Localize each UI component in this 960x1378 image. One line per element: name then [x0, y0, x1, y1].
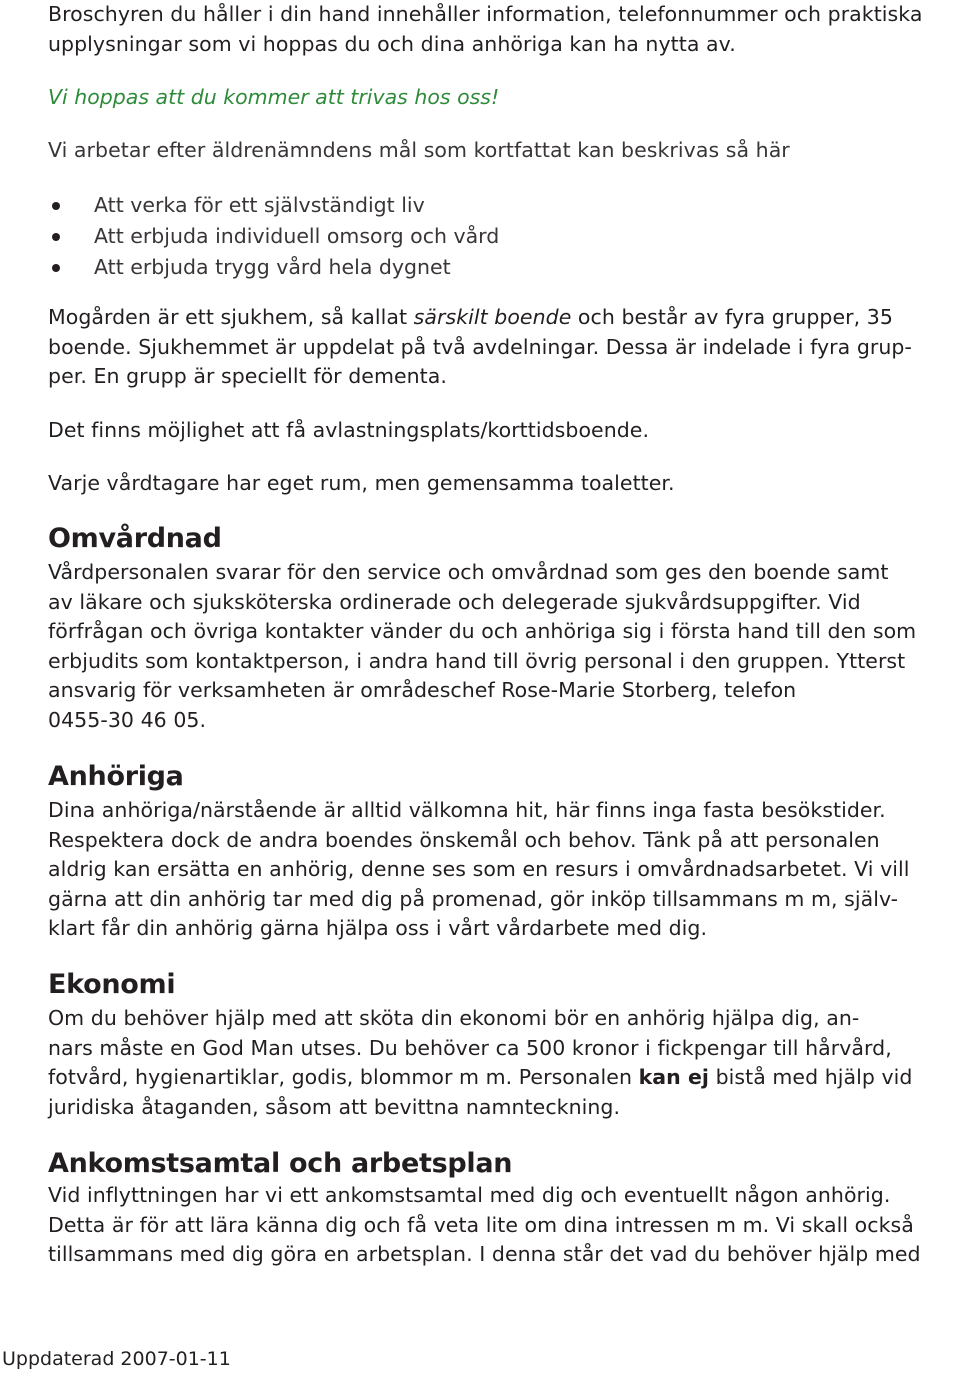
goal-item: [48, 221, 499, 252]
mogarden-paragraph: [48, 303, 958, 392]
mogarden-emphasis: särskilt boende: [413, 305, 572, 329]
bullet-icon: [52, 264, 60, 272]
goal-text: Att erbjuda individuell omsorg och vård: [94, 224, 500, 248]
ekonomi-heading: Ekonomi: [48, 969, 176, 1000]
ekonomi-paragraph: [48, 1004, 958, 1122]
ekonomi-text: bistå med hjälp vid: [709, 1065, 913, 1089]
ankomst-line: Vid inflyttningen har vi ett ankomstsamtal med dig och eventuellt någon anhörig.: [48, 1183, 891, 1207]
mogarden-text: och består av fyra grupper, 35: [571, 305, 893, 329]
intro-line: upplysningar som vi hoppas du och dina anhöriga kan ha nytta av.: [48, 31, 736, 56]
bullet-icon: [52, 202, 60, 210]
welcome-message: Vi hoppas att du kommer att trivas hos oss!: [48, 85, 500, 109]
ankomst-line: Detta är för att lära känna dig och få veta lite om dina intressen m m. Vi skall också: [48, 1212, 914, 1237]
omvardnad-paragraph: [48, 558, 958, 735]
intro-line: Broschyren du håller i din hand innehåller information, telefonnummer och praktiska: [48, 2, 923, 26]
ankomst-heading: Ankomstsamtal och arbetsplan: [48, 1148, 513, 1179]
rum-paragraph: Varje vårdtagare har eget rum, men gemensamma toaletter.: [48, 471, 675, 495]
anhoriga-line: Dina anhöriga/närstående är alltid välkomna hit, här finns inga fasta besökstider.: [48, 798, 886, 822]
anhoriga-heading: Anhöriga: [48, 761, 184, 792]
omvardnad-heading: Omvårdnad: [48, 523, 222, 554]
omvardnad-line: erbjudits som kontaktperson, i andra hand till övrig personal i den gruppen. Ytterst: [48, 648, 906, 673]
anhoriga-line: gärna att din anhörig tar med dig på promenad, gör inköp tillsammans m m, själv-: [48, 886, 899, 911]
ankomst-paragraph: [48, 1181, 958, 1270]
mogarden-line: per. En grupp är speciellt för dementa.: [48, 364, 447, 388]
ekonomi-line: nars måste en God Man utses. Du behöver ca 500 kronor i fickpengar till hårvård,: [48, 1035, 892, 1060]
anhoriga-line: aldrig kan ersätta en anhörig, denne ses som en resurs i omvårdnadsarbetet. Vi vill: [48, 857, 910, 881]
intro-paragraph: [48, 0, 958, 59]
goal-text: Att verka för ett självständigt liv: [94, 193, 425, 217]
omvardnad-line: ansvarig för verksamheten är områdeschef Rose-Marie Storberg, telefon: [48, 678, 797, 702]
mogarden-line: boende. Sjukhemmet är uppdelat på två avdelningar. Dessa är indelade i fyra grup-: [48, 334, 912, 359]
goals-list: [48, 190, 499, 283]
ekonomi-line: [48, 1063, 958, 1093]
avlastning-paragraph: Det finns möjlighet att få avlastningsplats/korttidsboende.: [48, 418, 650, 442]
goals-lead: Vi arbetar efter äldrenämndens mål som kortfattat kan beskrivas så här: [48, 138, 790, 162]
ankomst-line: tillsammans med dig göra en arbetsplan. I denna står det vad du behöver hjälp med: [48, 1242, 921, 1266]
goal-item: [48, 190, 499, 221]
bullet-icon: [52, 233, 60, 241]
mogarden-line: [48, 303, 958, 333]
goal-item: [48, 252, 499, 283]
ekonomi-text: fotvård, hygienartiklar, godis, blommor m m. Personalen: [48, 1065, 639, 1089]
ekonomi-emphasis: kan ej: [638, 1065, 710, 1089]
ekonomi-line: Om du behöver hjälp med att sköta din ekonomi bör en anhörig hjälpa dig, an-: [48, 1006, 860, 1030]
omvardnad-line: 0455-30 46 05.: [48, 707, 207, 732]
anhoriga-line: klart får din anhörig gärna hjälpa oss i vårt vårdarbete med dig.: [48, 916, 708, 940]
mogarden-text: Mogården är ett sjukhem, så kallat: [48, 305, 414, 329]
anhoriga-line: Respektera dock de andra boendes önskemål och behov. Tänk på att personalen: [48, 827, 880, 852]
goal-text: Att erbjuda trygg vård hela dygnet: [94, 255, 451, 279]
omvardnad-line: förfrågan och övriga kontakter vänder du och anhöriga sig i första hand till den som: [48, 619, 917, 643]
ekonomi-line: juridiska åtaganden, såsom att bevittna namnteckning.: [48, 1094, 621, 1119]
omvardnad-line: av läkare och sjuksköterska ordinerade och delegerade sjukvårdsuppgifter. Vid: [48, 589, 861, 614]
updated-date: Uppdaterad 2007-01-11: [2, 1348, 231, 1370]
omvardnad-line: Vårdpersonalen svarar för den service och omvårdnad som ges den boende samt: [48, 560, 889, 584]
anhoriga-paragraph: [48, 796, 958, 944]
